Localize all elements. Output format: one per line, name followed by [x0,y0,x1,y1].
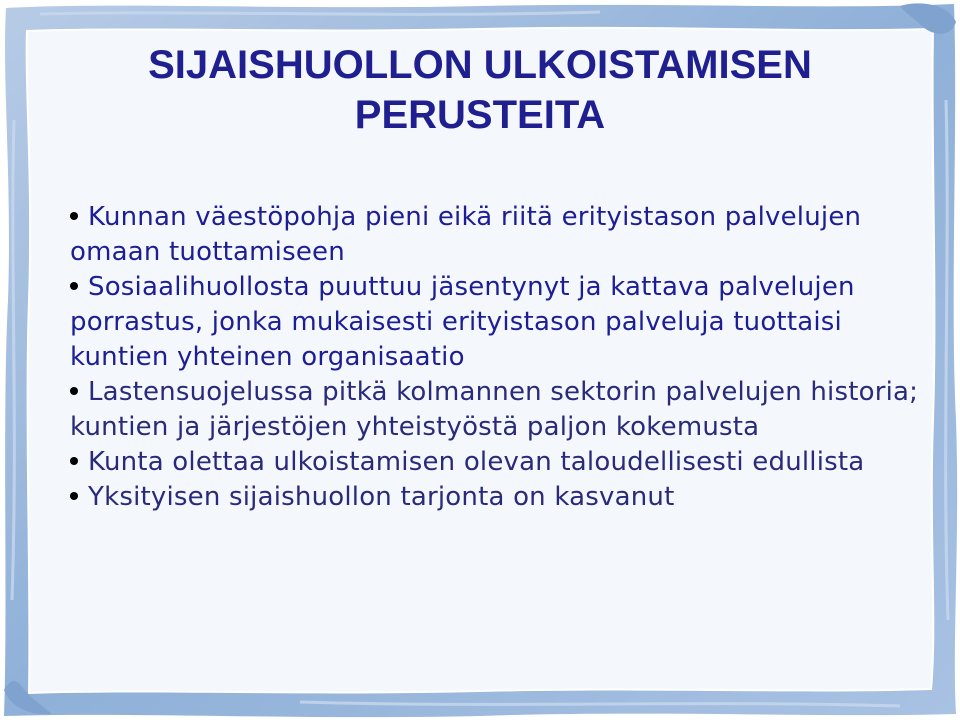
bullet-list [70,200,920,515]
bullet-item [70,375,920,445]
bullet-text: Yksityisen sijaishuollon tarjonta on kasvanut [88,482,675,512]
bullet-item [70,200,920,270]
slide-title-line-2: PERUSTEITA [354,93,606,137]
slide-title [60,40,900,140]
bullet-text: Kunnan väestöpohja pieni eikä riitä erityistason palvelujen omaan tuottamiseen [70,202,862,267]
bullet-dot-icon [70,492,78,500]
bullet-text: Lastensuojelussa pitkä kolmannen sektorin palvelujen historia; kuntien ja järjestöjen yhteistyöstä paljon kokemusta [70,377,919,442]
bullet-dot-icon [70,387,78,395]
bullet-item [70,270,920,375]
bullet-item [70,445,920,480]
bullet-text: Kunta olettaa ulkoistamisen olevan taloudellisesti edullista [88,447,865,477]
bullet-dot-icon [70,282,78,290]
slide-title-line-1: SIJAISHUOLLON ULKOISTAMISEN [148,43,812,87]
bullet-item [70,480,920,515]
bullet-dot-icon [70,457,78,465]
bullet-dot-icon [70,212,78,220]
bullet-text: Sosiaalihuollosta puuttuu jäsentynyt ja kattava palvelujen porrastus, jonka mukaisesti erityistason palveluja tuottaisi kuntien yhteinen organisaatio [70,272,855,372]
